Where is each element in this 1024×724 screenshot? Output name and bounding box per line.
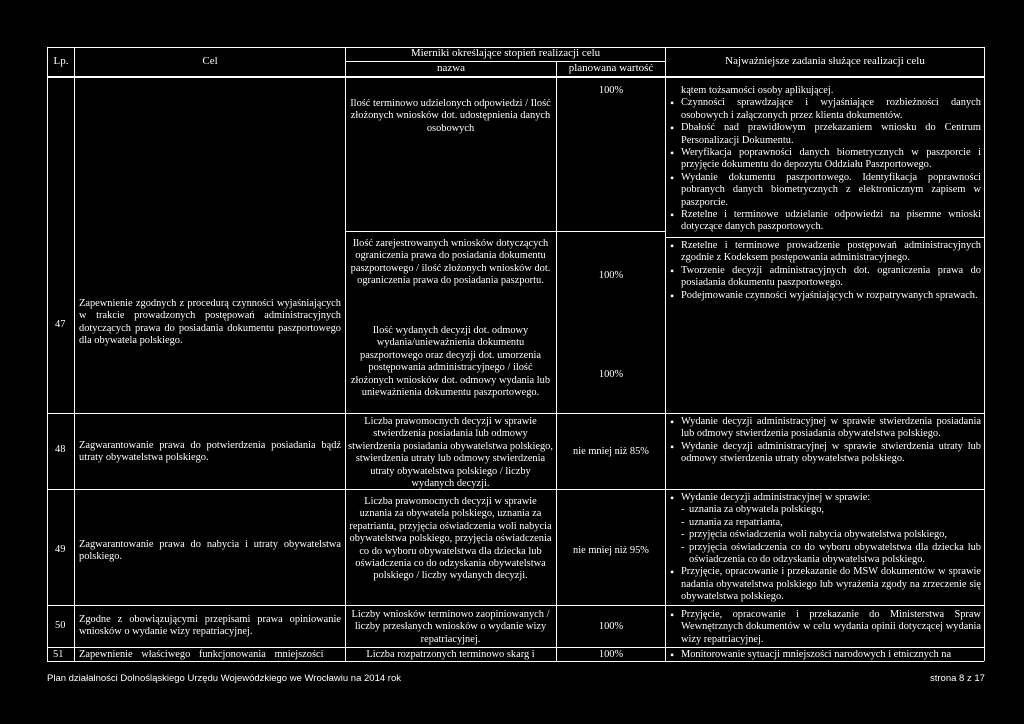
rule-row-47-48 xyxy=(47,413,984,414)
row-47-tasks-top xyxy=(669,85,981,234)
rule-lp xyxy=(74,47,75,661)
row-48-value: nie mniej niż 85% xyxy=(573,446,649,457)
rule-header-bottom xyxy=(47,76,984,78)
header-mierniki: Mierniki określające stopień realizacji celu xyxy=(410,47,601,59)
row-48-tasks xyxy=(669,416,981,466)
row-48-task-2: • Wydanie decyzji administracyjnej w sprawie stwierdzenia utraty lub odmowy stwierdzenia utraty obywatelstwa polskiego. xyxy=(669,441,981,466)
row-50-goal: Zgodne z obowiązującymi przepisami prawa opiniowanie wniosków o wydanie wizy repatriacyjnej. xyxy=(79,614,341,638)
row-50-measure: Liczby wniosków terminowo zaopiniowanych / liczby przesłanych wniosków o wydanie wizy repatriacyjnej. xyxy=(351,609,550,645)
row-47-value-1: 100% xyxy=(598,85,624,96)
row-49-subtask-1: - uznania za obywatela polskiego, xyxy=(669,504,981,516)
rule-row-49-50 xyxy=(47,605,984,606)
rule-t47 xyxy=(665,237,984,238)
row-51-goal: Zapewnienie właściwego funkcjonowania mniejszości xyxy=(79,649,324,660)
row-51-number: 51 xyxy=(53,649,64,660)
header-zadania: Najważniejsze zadania służące realizacji celu xyxy=(725,55,925,67)
row-49-subtask-4: - przyjęcia oświadczenia co do wyboru obywatelstwa dla dziecka lub oświadczenia co do odzyskania obywatelstwa polskiego. xyxy=(669,542,981,567)
row-49-tasks xyxy=(669,492,981,604)
rule-cel xyxy=(345,47,346,661)
header-cel: Cel xyxy=(202,55,218,67)
rule-nazwa xyxy=(556,61,557,661)
row-49-goal: Zagwarantowanie prawa do nabycia i utraty obywatelstwa polskiego. xyxy=(79,539,341,563)
rule-planowana xyxy=(665,47,666,661)
row-47-measure-3: Ilość wydanych decyzji dot. odmowy wydania/unieważnienia dokumentu paszportowego oraz decyzji dot. umorzenia postępowania administracyjnego / ilość złożonych wniosków dot. odmowy wydania lub unieważnienia dokumentu paszportowego. xyxy=(350,325,551,399)
footer-document-title: Plan działalności Dolnośląskiego Urzędu Wojewódzkiego we Wrocławiu na 2014 rok xyxy=(47,673,401,684)
row-49-subtask-2: - uznania za repatrianta, xyxy=(669,517,981,529)
row-47-measure-2: Ilość zarejestrowanych wniosków dotyczących ograniczenia prawa do posiadania dokumentu paszportowego / ilość złożonych wniosków dot. ograniczenia prawa do posiadania paszportu. xyxy=(350,238,551,287)
row-47-value-3: 100% xyxy=(598,369,624,380)
row-51-tasks xyxy=(669,649,983,661)
row-50-tasks xyxy=(669,609,981,646)
row-47-task-continued: kątem tożsamości osoby aplikującej. xyxy=(681,85,834,96)
header-lp: Lp. xyxy=(53,55,69,67)
row-48-goal: Zagwarantowanie prawa do potwierdzenia posiadania bądź utraty obywatelstwa polskiego. xyxy=(79,440,341,464)
row-48-measure: Liczba prawomocnych decyzji w sprawie stwierdzenia posiadania lub odmowy stwierdzenia posiadania obywatelstwa polskiego, stwierdzenia utraty lub odmowy stwierdzenia utraty obywatelstwa polskiego / liczby wydanych decyzji. xyxy=(348,416,553,490)
row-47-task-3: • Weryfikacja poprawności danych biometrycznych w paszporcie i przyjęcie dokumentu do depozytu Oddziału Paszportowego. xyxy=(669,147,981,172)
rule-right xyxy=(984,47,985,661)
row-49-value: nie mniej niż 95% xyxy=(573,545,649,556)
row-47-value-2: 100% xyxy=(598,270,624,281)
row-49-subtask-3: - przyjęcia oświadczenia woli nabycia obywatelstwa polskiego, xyxy=(669,529,981,541)
row-49-task-1: • Wydanie decyzji administracyjnej w sprawie: xyxy=(669,492,981,504)
row-47-goal: Zapewnienie zgodnych z procedurą czynności wyjaśniających w trakcie prowadzonych postępowań administracyjnych dotyczących prawa do posiadania dokumentu paszportowego dla obywatela polskiego. xyxy=(79,298,341,347)
row-47-task-2: • Dbałość nad prawidłowym przekazaniem wniosku do Centrum Personalizacji Dokumentu. xyxy=(669,122,981,147)
rule-m47-a xyxy=(345,231,665,232)
row-47-number: 47 xyxy=(55,319,66,330)
row-47-measure-1: Ilość terminowo udzielonych odpowiedzi / Ilość złożonych wniosków dot. udostępnienia danych osobowych xyxy=(350,98,551,134)
row-47-task-6: • Rzetelne i terminowe prowadzenie postępowań administracyjnych zgodnie z Kodeksem postępowania administracyjnego. xyxy=(669,240,981,265)
rule-row-50-51 xyxy=(47,647,984,648)
row-49-number: 49 xyxy=(55,544,66,555)
header-planowana: planowana wartość xyxy=(568,62,654,74)
row-51-task-1: • Monitorowanie sytuacji mniejszości narodowych i etnicznych na xyxy=(669,649,983,661)
row-51-measure: Liczba rozpatrzonych terminowo skarg i xyxy=(366,649,535,660)
row-50-value: 100% xyxy=(598,621,624,632)
row-47-tasks-bottom xyxy=(669,240,981,302)
row-50-number: 50 xyxy=(55,620,66,631)
footer-page-number: strona 8 z 17 xyxy=(930,673,985,684)
row-47-task-5: • Rzetelne i terminowe udzielanie odpowiedzi na pisemne wnioski dotyczące danych paszportowych. xyxy=(669,209,981,234)
header-nazwa: nazwa xyxy=(436,62,466,74)
row-47-task-8: • Podejmowanie czynności wyjaśniających w rozpatrywanych sprawach. xyxy=(669,290,981,302)
row-50-task-1: • Przyjęcie, opracowanie i przekazanie do Ministerstwa Spraw Wewnętrznych dokumentów w celu wydania opinii dotyczącej wydania wizy repatriacyjnej. xyxy=(669,609,981,646)
rule-left xyxy=(47,47,48,661)
row-48-number: 48 xyxy=(55,444,66,455)
row-47-task-4: • Wydanie dokumentu paszportowego. Identyfikacja poprawności pobranych danych biometrycznych z elektronicznym zapisem w paszporcie. xyxy=(669,172,981,209)
row-49-task-2: • Przyjęcie, opracowanie i przekazanie do MSW dokumentów w sprawie nadania obywatelstwa polskiego lub wyrażenia zgody na zrzeczenie się obywatelstwa polskiego. xyxy=(669,566,981,603)
row-48-task-1: • Wydanie decyzji administracyjnej w sprawie stwierdzenia posiadania lub odmowy stwierdzenia posiadania obywatelstwa polskiego. xyxy=(669,416,981,441)
row-47-task-7: • Tworzenie decyzji administracyjnych dot. ograniczenia prawa do posiadania dokumentu paszportowego. xyxy=(669,265,981,290)
row-49-measure: Liczba prawomocnych decyzji w sprawie uznania za obywatela polskiego, uznania za repatrianta, przyjęcia oświadczenia woli nabycia obywatelstwa polskiego, przyjęcia oświadczenia co do wyboru obywatelstwa dla dziecka lub oświadczenia co do odzyskania obywatelstwa polskiego / liczby wydanych decyzji. xyxy=(349,496,552,582)
row-51-value: 100% xyxy=(598,649,624,660)
row-47-task-1: • Czynności sprawdzające i wyjaśniające rozbieżności danych osobowych i załączonych przez klienta dokumentów. xyxy=(669,97,981,122)
